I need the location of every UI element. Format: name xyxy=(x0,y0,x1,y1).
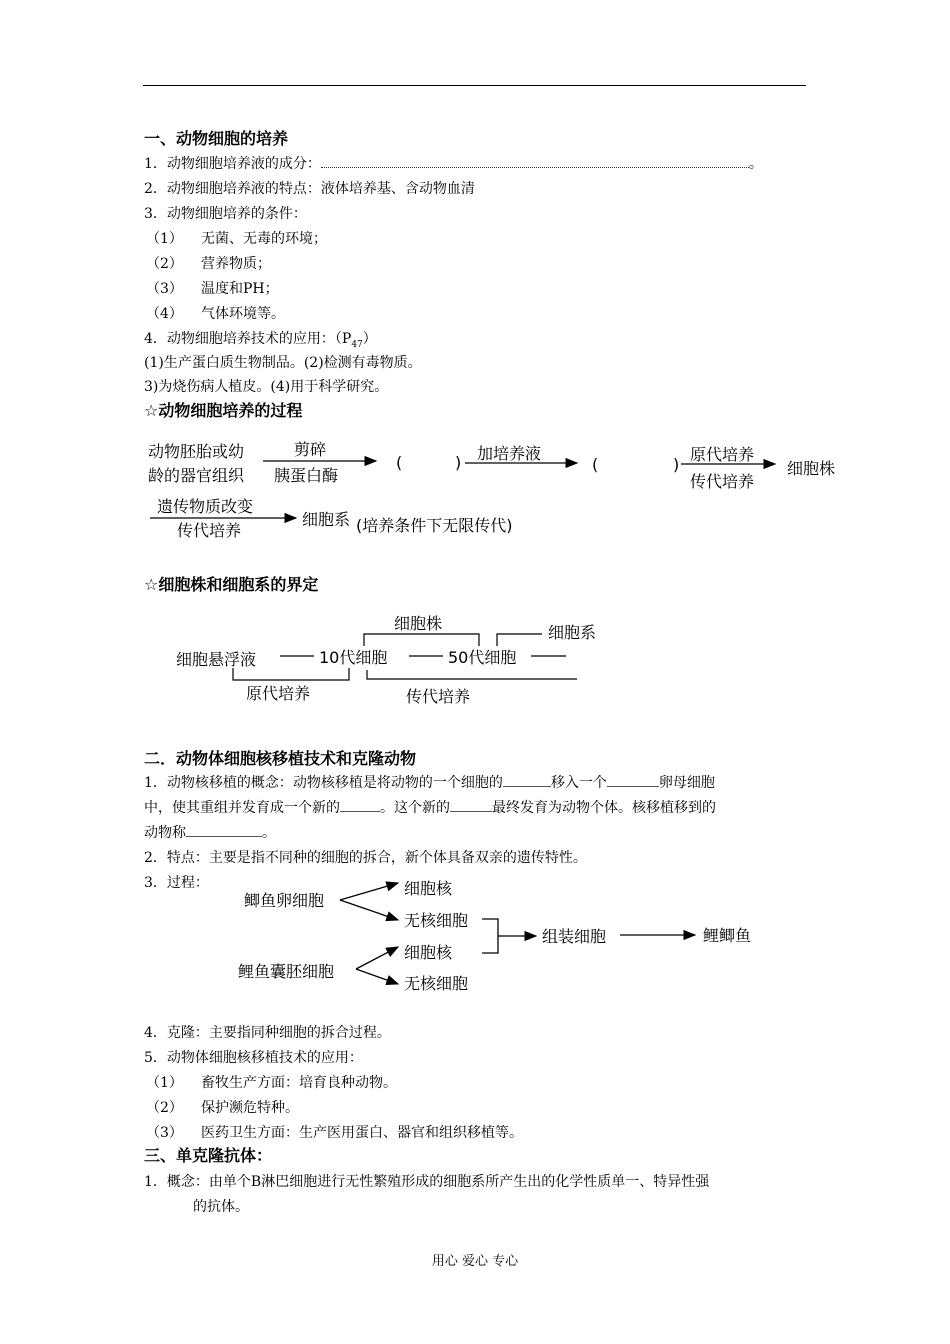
period: 。 xyxy=(748,156,763,172)
carp-blastula-cell: 鲤鱼囊胚细胞 xyxy=(238,962,335,981)
arrow-label-trypsin: 胰蛋白酶 xyxy=(274,466,339,485)
condition-1-num: （1） xyxy=(146,231,183,247)
arrow-label-primary: 原代培养 xyxy=(690,445,755,464)
combine-bracket xyxy=(482,919,498,953)
cell-line-bracket xyxy=(497,634,542,646)
cell-suspension: 细胞悬浮液 xyxy=(176,650,257,669)
medium-features: 2．动物细胞培养液的特点：液体培养基、含动物血清 xyxy=(144,181,475,197)
concept-text-b: 移入一个 xyxy=(550,775,607,791)
cell-strain-bracket xyxy=(364,634,479,646)
nuclear-transfer-diagram xyxy=(0,870,950,1000)
passage-culture-label: 传代培养 xyxy=(406,687,471,706)
cell-line-label: 细胞系 xyxy=(548,623,597,642)
monoclonal-concept-2: 的抗体。 xyxy=(193,1199,249,1215)
applications-line-1: (1)生产蛋白质生物制品。(2)检测有毒物质。 xyxy=(144,355,422,371)
applications-label: 4．动物细胞培养技术的应用：（P xyxy=(144,331,352,347)
concept-text-g: 动物称 xyxy=(144,825,186,841)
enucleated-cell-1: 无核细胞 xyxy=(404,911,469,930)
concept-text-a: 1．动物核移植的概念：动物核移植是将动物的一个细胞的 xyxy=(144,775,503,791)
gen-50-cells: 50代细胞 xyxy=(448,648,517,667)
cell-line-note: (培养条件下无限传代) xyxy=(356,516,513,535)
section-2-heading: 二．动物体细胞核移植技术和克隆动物 xyxy=(144,749,417,768)
blank-paren-close: ) xyxy=(455,453,462,472)
applications-heading xyxy=(144,328,377,350)
arrow-label-mince: 剪碎 xyxy=(294,440,327,459)
result-cell-line: 细胞系 xyxy=(302,510,351,529)
blank-paren-open-2: ( xyxy=(592,455,599,474)
answer-blank xyxy=(340,798,380,812)
app-3-text: 医药卫生方面：生产医用蛋白、器官和组织移植等。 xyxy=(201,1125,523,1141)
culture-process-heading: ☆动物细胞培养的过程 xyxy=(144,401,303,420)
blank-paren-open: ( xyxy=(396,453,403,472)
section-3-heading: 三、单克隆抗体： xyxy=(144,1146,273,1165)
arrow-label-passage-2: 传代培养 xyxy=(177,521,242,540)
page-ref: 47 xyxy=(351,339,363,350)
condition-2-num: （2） xyxy=(146,256,183,272)
arrow-label-genetic-change: 遗传物质改变 xyxy=(157,497,254,516)
blank-paren-close-2: ) xyxy=(673,455,680,474)
result-cell-strain: 细胞株 xyxy=(787,459,836,478)
start-tissue-line-1: 动物胚胎或幼 xyxy=(148,442,245,461)
crucian-egg-cell: 鲫鱼卵细胞 xyxy=(244,891,325,910)
nuclear-transfer-concept-1 xyxy=(144,772,715,792)
app-3-num: （3） xyxy=(146,1125,183,1141)
condition-3-num: （3） xyxy=(146,281,183,297)
condition-1-text: 无菌、无毒的环境； xyxy=(201,231,327,247)
concept-text-f: 最终发育为动物个体。核移植移到的 xyxy=(492,800,716,816)
nuclear-transfer-concept-2 xyxy=(144,797,716,817)
answer-blank xyxy=(503,773,551,787)
answer-blank xyxy=(607,773,659,787)
app-1-num: （1） xyxy=(146,1075,183,1091)
enucleated-cell-2: 无核细胞 xyxy=(404,974,469,993)
culture-medium-line xyxy=(144,153,763,173)
applications-line-2: 3)为烧伤病人植皮。(4)用于科学研究。 xyxy=(144,379,389,395)
culture-conditions-heading: 3．动物细胞培养的条件： xyxy=(144,206,307,222)
arrow-to-enucleated-1 xyxy=(340,900,398,920)
gen-10-cells: 10代细胞 xyxy=(319,648,388,667)
clone-definition: 4．克隆：主要指同种细胞的拆合过程。 xyxy=(144,1025,391,1041)
arrow-label-passage: 传代培养 xyxy=(690,472,755,491)
start-tissue-line-2: 龄的器官组织 xyxy=(148,466,245,485)
hybrid-fish: 鲤鲫鱼 xyxy=(703,926,752,945)
page-footer: 用心 爱心 专心 xyxy=(431,1254,519,1269)
nuclear-transfer-apps-heading: 5．动物体细胞核移植技术的应用： xyxy=(144,1050,363,1066)
concept-text-d: 中，使其重组并发育成一个新的 xyxy=(144,800,340,816)
arrow-to-enucleated-2 xyxy=(356,969,398,984)
monoclonal-concept-1: 1．概念：由单个B淋巴细胞进行无性繁殖形成的细胞系所产生出的化学性质单一、特异性强 xyxy=(144,1174,710,1190)
concept-text-c: 卵母细胞 xyxy=(658,775,715,791)
paren-close: ） xyxy=(362,331,377,347)
answer-blank xyxy=(450,798,492,812)
nuclear-transfer-feature: 2．特点：主要是指不同种的细胞的拆合，新个体具备双亲的遗传特性。 xyxy=(144,850,587,866)
arrow-to-nucleus-1 xyxy=(340,883,398,900)
concept-text-e: 。这个新的 xyxy=(380,800,450,816)
arrow-to-nucleus-2 xyxy=(356,947,398,969)
culture-process-diagram xyxy=(0,430,950,550)
assembled-cell: 组装细胞 xyxy=(542,927,607,946)
primary-culture-bracket xyxy=(233,668,349,680)
answer-blank xyxy=(321,155,749,168)
primary-culture-label: 原代培养 xyxy=(246,684,311,703)
culture-medium-label: 1．动物细胞培养液的成分： xyxy=(144,156,321,172)
answer-blank xyxy=(186,823,262,837)
section-1-heading: 一、动物细胞的培养 xyxy=(144,129,289,148)
header-rule xyxy=(143,85,806,86)
condition-4-num: （4） xyxy=(146,306,183,322)
period: 。 xyxy=(262,825,276,841)
nuclear-transfer-concept-3 xyxy=(144,822,276,842)
strain-line-definition-diagram xyxy=(0,610,950,710)
arrow-label-add-medium: 加培养液 xyxy=(477,444,542,463)
app-2-text: 保护濒危特种。 xyxy=(201,1100,299,1116)
app-1-text: 畜牧生产方面：培育良种动物。 xyxy=(201,1075,397,1091)
condition-2-text: 营养物质； xyxy=(201,256,271,272)
app-2-num: （2） xyxy=(146,1100,183,1116)
nuclear-transfer-process-label: 3．过程： xyxy=(144,875,209,891)
condition-4-text: 气体环境等。 xyxy=(201,306,285,322)
nucleus-1: 细胞核 xyxy=(404,879,453,898)
passage-culture-bracket xyxy=(367,670,577,679)
condition-3-text: 温度和PH； xyxy=(201,281,279,297)
cell-strain-label: 细胞株 xyxy=(394,614,443,633)
nucleus-2: 细胞核 xyxy=(404,943,453,962)
strain-line-definition-heading: ☆细胞株和细胞系的界定 xyxy=(144,575,319,594)
